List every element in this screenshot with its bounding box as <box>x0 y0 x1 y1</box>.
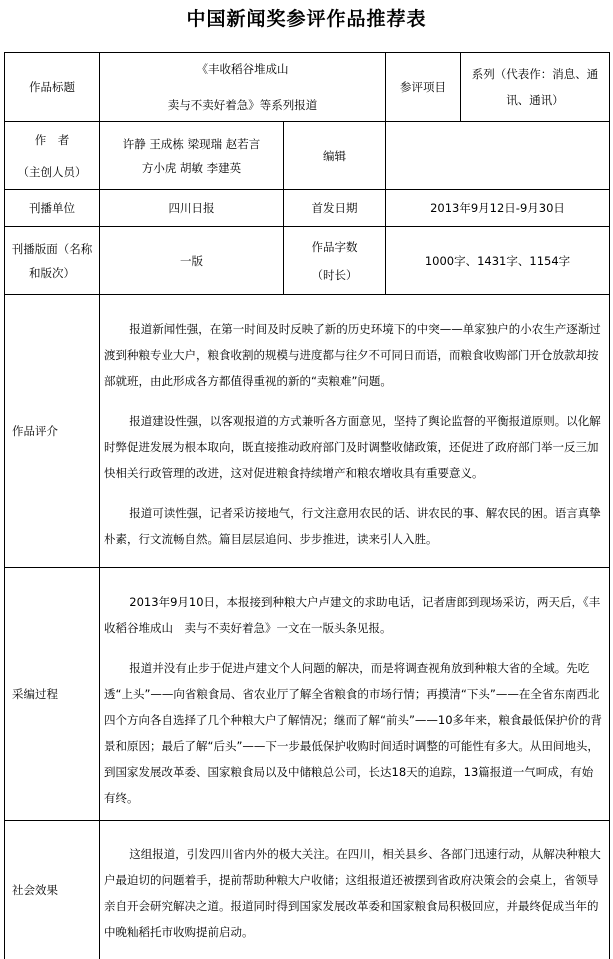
work-title-value <box>100 53 385 121</box>
authors-value <box>100 122 283 189</box>
effect-paragraph-1: 这组报道，引发四川省内外的极大关注。在四川，相关县乡、各部门迅速行动，从解决种粮大户最迫切的问题着手，提前帮助种粮大户收储；这组报道还被摆到省政府决策会的会桌上，省领导亲自开会研究解决之道。报道同时得到国家发展改革委和国家粮食局积极回应，并最终促成当年的中晚籼稻托市收购提前启动。 <box>104 847 601 939</box>
work-title-label: 作品标题 <box>29 80 75 94</box>
work-title-line-1: 《丰收稻谷堆成山 <box>196 62 289 76</box>
category-value: 系列（代表作：消息、通讯、通讯） <box>471 67 599 107</box>
evaluation-paragraph-2: 报道建设性强，以客观报道的方式兼听各方面意见，坚持了舆论监督的平衡报道原则。以化解时弊促进发展为根本取向，既直接推动政府部门及时调整收储政策，还促进了政府部门举一反三加快相关行政管理的改进，这对促进粮食持续增产和粮农增收具有重要意义。 <box>104 414 601 480</box>
page-value: 一版 <box>180 253 203 268</box>
editor-value <box>386 122 609 189</box>
effect-text <box>104 841 604 959</box>
word-count-label-main: 作品字数 <box>311 239 358 254</box>
editor-label: 编辑 <box>323 148 346 163</box>
effect-label: 社会效果 <box>12 883 58 897</box>
evaluation-paragraph-1: 报道新闻性强，在第一时间及时反映了新的历史环境下的中突——单家独户的小农生产逐渐过渡到种粮专业大户，粮食收割的规模与进度都与往夕不可同日而语，而粮食收购部门开仓放款却按部就班，由此形成各方都值得重视的新的“卖粮难”问题。 <box>104 322 601 388</box>
page-label: 刊播版面（名称和版次） <box>11 241 93 280</box>
category-label: 参评项目 <box>400 80 446 94</box>
process-text <box>104 589 604 825</box>
first-date-value: 2013年9月12日-9月30日 <box>430 201 565 215</box>
authors-line-2: 方小虎 胡敏 李建英 <box>141 160 242 175</box>
authors-line-1: 许静 王成栋 梁现瑞 赵若言 <box>122 136 261 151</box>
evaluation-paragraph-3: 报道可读性强，记者采访接地气，行文注意用农民的话、讲农民的事、解农民的困。语言真挚朴素，行文流畅自然。篇目层层追问、步步推进，读来引人入胜。 <box>104 506 601 546</box>
publisher-value: 四川日报 <box>168 201 215 215</box>
page-title: 中国新闻奖参评作品推荐表 <box>186 8 427 30</box>
process-paragraph-2: 报道并没有止步于促进卢建文个人问题的解决，而是将调查视角放到种粮大省的全域。先吃透“上头”——向省粮食局、省农业厅了解全省粮食的市场行情；再摸清“下头”——在全省东南西北四个方向各自选择了几个种粮大户了解情况；继而了解“前头”——10多年来，粮食最低保护价的背景和原因；最后了解“后头”——下一步最低保护收购时间适时调整的可能性有多大。从田间地头，到国家发展改革委、国家粮食局以及中储粮总公司，长达18天的追踪，13篇报道一气呵成，有始有终。 <box>104 661 603 805</box>
author-label-sub: （主创人员） <box>17 164 87 179</box>
evaluation-text <box>104 316 604 566</box>
evaluation-label: 作品评介 <box>12 424 58 438</box>
word-count-label-sub: （时长） <box>311 267 358 282</box>
word-count-value: 1000字、1431字、1154字 <box>424 253 571 268</box>
publisher-label: 刊播单位 <box>29 201 75 215</box>
first-date-label: 首发日期 <box>311 201 358 215</box>
process-label: 采编过程 <box>12 687 58 701</box>
author-label-main: 作 者 <box>34 132 70 147</box>
word-count-label <box>284 227 385 294</box>
process-paragraph-1: 2013年9月10日，本报接到种粮大户卢建文的求助电话，记者唐郎到现场采访，两天后，《丰收稻谷堆成山 卖与不卖好着急》一文在一版头条见报。 <box>104 595 601 635</box>
author-label <box>5 122 99 189</box>
work-title-line-2: 卖与不卖好着急》等系列报道 <box>167 98 318 112</box>
